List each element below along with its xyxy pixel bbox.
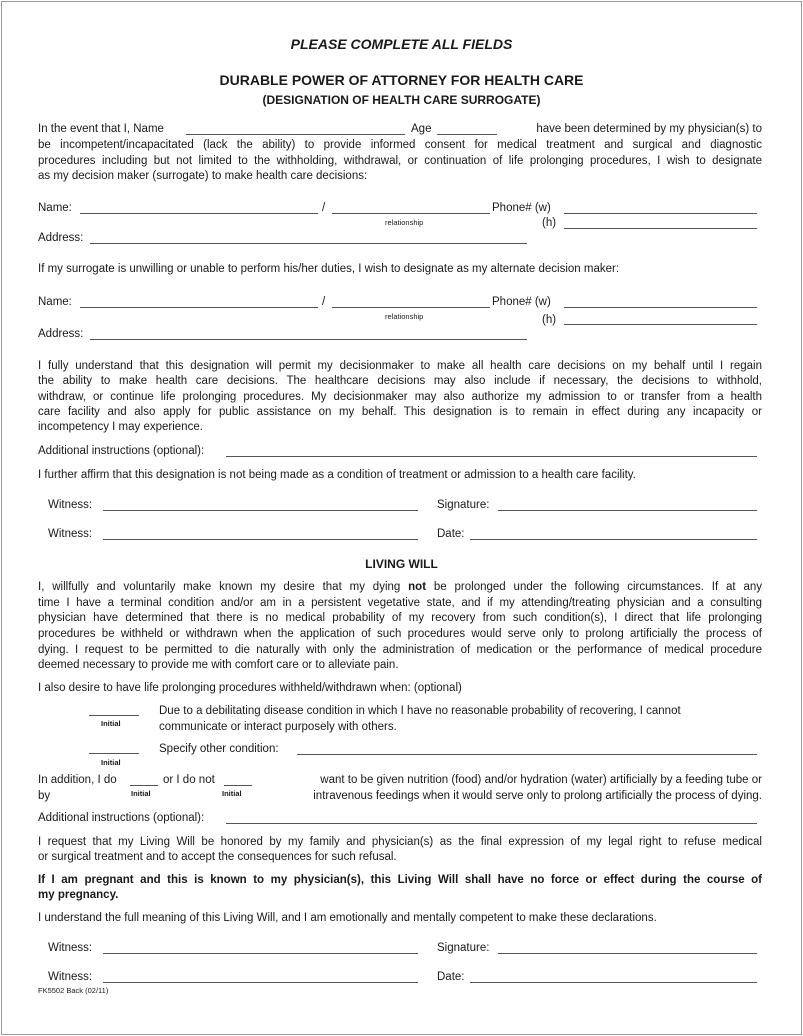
age-label: Age bbox=[411, 123, 432, 135]
understand-text: withdraw, or continue life prolonging procedures. My decisionmaker may also authorize my admission to or transfer from a health bbox=[38, 391, 762, 403]
nutrition-text: In addition, I do bbox=[38, 774, 117, 786]
signature-label: Signature: bbox=[437, 942, 490, 954]
also-desire-text: I also desire to have life prolonging procedures withheld/withdrawn when: (optional) bbox=[38, 682, 462, 694]
witness-label: Witness: bbox=[48, 971, 93, 983]
alternate-relationship-field[interactable] bbox=[332, 307, 490, 308]
initial-caption: Initial bbox=[131, 789, 151, 798]
phone-home-label: (h) bbox=[542, 217, 557, 229]
surrogate-relationship-field[interactable] bbox=[332, 213, 490, 214]
living-will-text bbox=[38, 580, 762, 594]
phone-home-label: (h) bbox=[542, 314, 557, 326]
nutrition-text: by bbox=[38, 790, 51, 802]
text: be prolonged under the following circumstances. If at any bbox=[426, 581, 763, 593]
understand-text: I fully understand that this designation will permit my decisionmaker to make all health care decisions on my behalf until I regain bbox=[38, 360, 762, 372]
lw-witness-2-field[interactable] bbox=[103, 982, 418, 983]
name-label: Name: bbox=[38, 202, 72, 214]
option-2-label: Specify other condition: bbox=[159, 743, 279, 755]
surrogate-name-field[interactable] bbox=[80, 213, 318, 214]
nutrition-text: intravenous feedings when it would serve only to prolong artificially the process of dying. bbox=[313, 790, 762, 802]
phone-work-label: Phone# (w) bbox=[492, 296, 551, 308]
option-1-text: Due to a debilitating disease condition in which I have no reasonable probability of recovering, I cannot bbox=[159, 705, 681, 717]
pregnancy-clause: my pregnancy. bbox=[38, 889, 119, 901]
additional-instructions-label: Additional instructions (optional): bbox=[38, 445, 205, 457]
understand-text: the ability to make health care decisions. The healthcare decisions may also include if necessary, the decisions to withhold, bbox=[38, 375, 762, 387]
understand-text: incompetency I may experience. bbox=[38, 421, 203, 433]
signature-label: Signature: bbox=[437, 499, 490, 511]
intro-text: as my decision maker (surrogate) to make health care decisions: bbox=[38, 170, 368, 182]
lw-witness-1-field[interactable] bbox=[103, 953, 418, 954]
living-will-text: procedures be withheld or withdrawn when the application of such procedures would serve only to prolong artificially the process of bbox=[38, 628, 762, 640]
witness-label: Witness: bbox=[48, 942, 93, 954]
alternate-phone-home-field[interactable] bbox=[564, 324, 757, 325]
slash: / bbox=[322, 202, 326, 214]
pregnancy-clause: If I am pregnant and this is known to my physician(s), this Living Will shall have no force or effect during the course of bbox=[38, 874, 762, 886]
other-condition-field[interactable] bbox=[297, 754, 757, 755]
phone-work-label: Phone# (w) bbox=[492, 202, 551, 214]
age-field[interactable] bbox=[437, 134, 497, 135]
option-1-text: communicate or interact purposely with others. bbox=[159, 721, 397, 733]
alternate-phone-work-field[interactable] bbox=[564, 307, 757, 308]
initial-caption: Initial bbox=[222, 789, 242, 798]
surrogate-phone-home-field[interactable] bbox=[564, 228, 757, 229]
name-label: Name: bbox=[38, 296, 72, 308]
living-will-instructions-field[interactable] bbox=[226, 823, 757, 824]
request-text: or surgical treatment and to accept the consequences for such refusal. bbox=[38, 851, 397, 863]
nutrition-text: want to be given nutrition (food) and/or hydration (water) artificially by a feeding tube or bbox=[320, 774, 762, 786]
alternate-name-field[interactable] bbox=[80, 307, 318, 308]
witness-2-field[interactable] bbox=[103, 539, 418, 540]
document-title: DURABLE POWER OF ATTORNEY FOR HEALTH CARE bbox=[219, 72, 584, 88]
date-field[interactable] bbox=[470, 539, 757, 540]
initial-caption: Initial bbox=[101, 719, 121, 728]
living-will-text: physician have determined that there is no medical probability of my recovery from such condition(s), I direct that life prolonging bbox=[38, 612, 762, 624]
witness-label: Witness: bbox=[48, 528, 93, 540]
initial-condition-1-field[interactable] bbox=[89, 715, 139, 716]
nutrition-do-initial-field[interactable] bbox=[130, 785, 158, 786]
initial-condition-2-field[interactable] bbox=[89, 753, 139, 754]
form-number: FK5502 Back (02/11) bbox=[38, 986, 109, 995]
affirm-text: I further affirm that this designation is not being made as a condition of treatment or admission to a health care facility. bbox=[38, 469, 636, 481]
address-label: Address: bbox=[38, 232, 84, 244]
text: I, willfully and voluntarily make known my desire that my dying bbox=[38, 581, 409, 593]
witness-1-field[interactable] bbox=[103, 510, 418, 511]
lw-signature-field[interactable] bbox=[498, 953, 757, 954]
surrogate-phone-work-field[interactable] bbox=[564, 213, 757, 214]
intro-text: In the event that I, Name bbox=[38, 123, 164, 135]
living-will-text: dying. I request to be permitted to die naturally with only the administration of medication or the performance of medical procedure bbox=[38, 644, 762, 656]
alternate-text: If my surrogate is unwilling or unable to perform his/her duties, I wish to designate as my alternate decision maker: bbox=[38, 263, 620, 275]
request-text: I request that my Living Will be honored by my family and physician(s) as the final expression of my legal right to refuse medical bbox=[38, 836, 762, 848]
intro-text: be incompetent/incapacitated (lack the ability) to provide informed consent for medical treatment and surgical and diagnostic bbox=[38, 139, 762, 151]
document-subtitle: (DESIGNATION OF HEALTH CARE SURROGATE) bbox=[262, 93, 541, 107]
surrogate-address-field[interactable] bbox=[90, 243, 527, 244]
relationship-caption: relationship bbox=[385, 312, 424, 321]
witness-label: Witness: bbox=[48, 499, 93, 511]
relationship-caption: relationship bbox=[385, 218, 424, 227]
slash: / bbox=[322, 296, 326, 308]
nutrition-do-not-initial-field[interactable] bbox=[224, 785, 252, 786]
competence-text: I understand the full meaning of this Living Will, and I am emotionally and mentally competent to make these declarations. bbox=[38, 912, 657, 924]
top-notice: PLEASE COMPLETE ALL FIELDS bbox=[290, 36, 513, 52]
additional-instructions-label: Additional instructions (optional): bbox=[38, 812, 205, 824]
signature-field[interactable] bbox=[498, 510, 757, 511]
lw-date-field[interactable] bbox=[470, 982, 757, 983]
intro-text: have been determined by my physician(s) to bbox=[536, 123, 762, 135]
living-will-text: deemed necessary to provide me with comfort care or to alleviate pain. bbox=[38, 659, 399, 671]
understand-text: care facility and also apply for public assistance on my behalf. This designation is to remain in effect during any incapacity or bbox=[38, 406, 762, 418]
address-label: Address: bbox=[38, 328, 84, 340]
date-label: Date: bbox=[437, 971, 465, 983]
intro-text: procedures including but not limited to the withholding, withdrawal, or continuation of life prolonging procedures, I wish to designate bbox=[38, 155, 762, 167]
nutrition-text: or I do not bbox=[163, 774, 215, 786]
living-will-text: time I have a terminal condition and/or am in a persistent vegetative state, and if my attending/treating physician and a consulting bbox=[38, 597, 762, 609]
date-label: Date: bbox=[437, 528, 465, 540]
principal-name-field[interactable] bbox=[186, 134, 405, 135]
additional-instructions-field[interactable] bbox=[226, 456, 757, 457]
living-will-heading: LIVING WILL bbox=[365, 557, 438, 571]
initial-caption: Initial bbox=[101, 758, 121, 767]
emphasis-not: not bbox=[408, 581, 427, 593]
alternate-address-field[interactable] bbox=[90, 339, 527, 340]
